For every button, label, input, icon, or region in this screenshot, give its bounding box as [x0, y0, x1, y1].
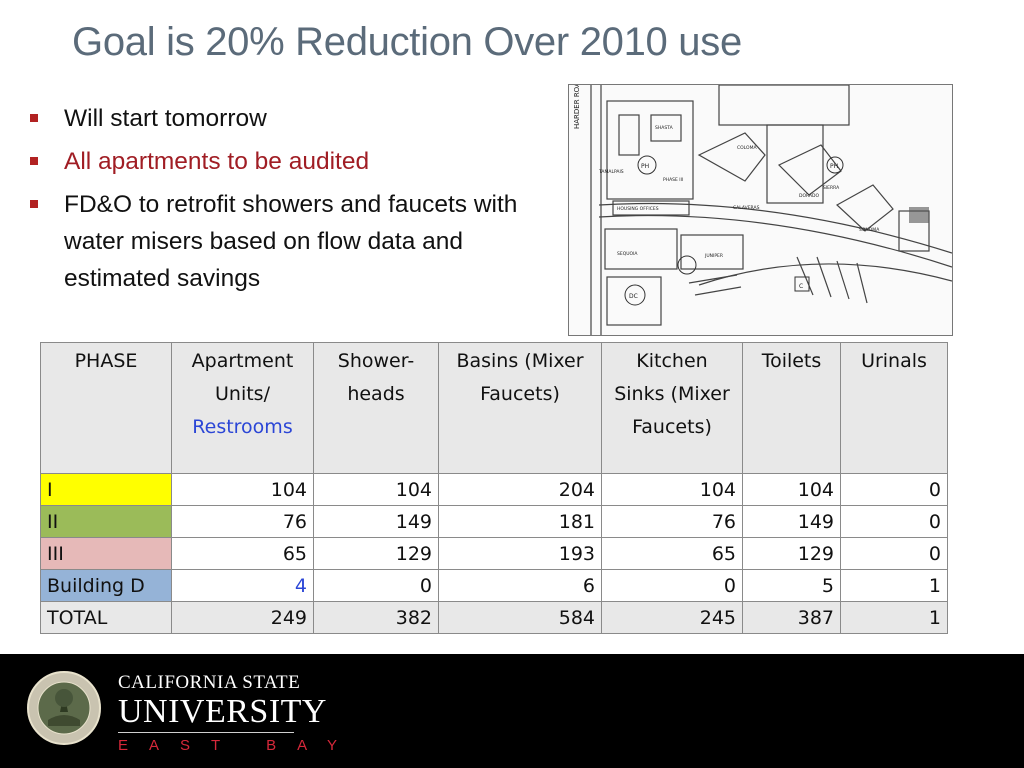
cell-basins: 584 [439, 602, 602, 634]
cell-urinals: 0 [841, 506, 948, 538]
header-kitchen-sinks: Kitchen Sinks (Mixer Faucets) [602, 343, 743, 474]
map-label-housing-offices: HOUSING OFFICES [617, 207, 659, 212]
map-label-harder-road: HARDER ROAD [573, 85, 581, 129]
cell-showerheads: 104 [314, 474, 439, 506]
cell-showerheads: 382 [314, 602, 439, 634]
cell-phase: Building D [41, 570, 172, 602]
cell-units: 76 [172, 506, 314, 538]
cell-units: 249 [172, 602, 314, 634]
cell-toilets: 387 [743, 602, 841, 634]
header-apartment-units: Apartment Units/ Restrooms [172, 343, 314, 474]
cell-basins: 181 [439, 506, 602, 538]
header-showerheads: Shower- heads [314, 343, 439, 474]
cell-kitchen: 104 [602, 474, 743, 506]
cell-urinals: 1 [841, 602, 948, 634]
table-row [41, 538, 948, 570]
table-row [41, 506, 948, 538]
bullet-list [28, 100, 568, 303]
map-label-ph: PH [641, 163, 650, 170]
bullet-text: Will start tomorrow [64, 105, 267, 132]
square-bullet-icon [30, 200, 38, 208]
bullet-item [28, 100, 568, 137]
cell-urinals: 0 [841, 538, 948, 570]
cell-kitchen: 76 [602, 506, 743, 538]
cell-showerheads: 0 [314, 570, 439, 602]
cell-toilets: 5 [743, 570, 841, 602]
wordmark-line3: EAST BAY [118, 737, 358, 754]
map-label-dc: DC [629, 293, 638, 300]
fixture-table-wrapper [40, 342, 960, 647]
cell-kitchen: 0 [602, 570, 743, 602]
cell-toilets: 129 [743, 538, 841, 570]
table-row [41, 570, 948, 602]
university-seal-icon [26, 670, 102, 746]
cell-showerheads: 129 [314, 538, 439, 570]
cell-phase: I [41, 474, 172, 506]
map-label-dorado: DORADO [799, 194, 820, 199]
wordmark-divider [118, 732, 294, 733]
square-bullet-icon [30, 157, 38, 165]
map-label-sequoia: SEQUOIA [617, 252, 638, 257]
cell-showerheads: 149 [314, 506, 439, 538]
cell-urinals: 1 [841, 570, 948, 602]
header-phase: PHASE [41, 343, 172, 474]
cell-kitchen: 245 [602, 602, 743, 634]
cell-toilets: 149 [743, 506, 841, 538]
cell-kitchen: 65 [602, 538, 743, 570]
cell-units: 65 [172, 538, 314, 570]
campus-housing-map [568, 84, 953, 336]
bullet-text: All apartments to be audited [64, 148, 370, 175]
cell-phase: III [41, 538, 172, 570]
map-label-shasta: SHASTA [655, 126, 673, 131]
bullet-text: FD&O to retrofit showers and faucets with water misers based on flow data and estimated savings [64, 191, 518, 292]
cell-basins: 6 [439, 570, 602, 602]
cell-basins: 193 [439, 538, 602, 570]
square-bullet-icon [30, 114, 38, 122]
cell-units: 4 [172, 570, 314, 602]
map-label-coloma: COLOMA [737, 146, 757, 151]
table-row [41, 474, 948, 506]
restrooms-label: Restrooms [192, 416, 293, 438]
cell-phase: TOTAL [41, 602, 172, 634]
bullet-item [28, 186, 568, 297]
cell-units: 104 [172, 474, 314, 506]
map-label-c: C [799, 283, 804, 290]
map-label-tamalpais: TAMALPAIS [599, 170, 624, 175]
cell-phase: II [41, 506, 172, 538]
map-label-juniper: JUNIPER [705, 254, 723, 259]
cell-basins: 204 [439, 474, 602, 506]
header-urinals: Urinals [841, 343, 948, 474]
cell-urinals: 0 [841, 474, 948, 506]
header-toilets: Toilets [743, 343, 841, 474]
header-basins: Basins (Mixer Faucets) [439, 343, 602, 474]
footer-bar [0, 654, 1024, 768]
map-label-calaveras: CALAVERAS [733, 206, 760, 211]
map-label-sonoma: SONOMA [859, 228, 880, 233]
slide-title: Goal is 20% Reduction Over 2010 use [72, 20, 742, 64]
wordmark-line1: CALIFORNIA STATE [118, 672, 301, 693]
university-wordmark [118, 672, 358, 754]
table-total-row [41, 602, 948, 634]
site-plan-drawing [569, 85, 952, 335]
map-label-sierra: SIERRA [823, 186, 840, 191]
bullet-item [28, 143, 568, 180]
fixture-count-table [40, 342, 948, 634]
table-header-row [41, 343, 948, 474]
cell-toilets: 104 [743, 474, 841, 506]
map-label-phase-iii: PHASE III [663, 178, 684, 183]
map-label-ph: PH [830, 163, 839, 170]
wordmark-line2: UNIVERSITY [118, 693, 327, 730]
